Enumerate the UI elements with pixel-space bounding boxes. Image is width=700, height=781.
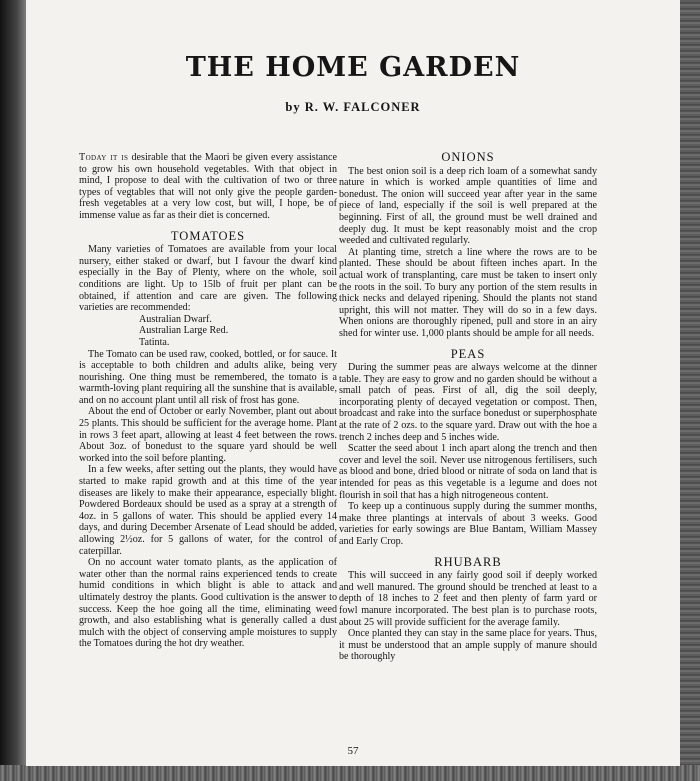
tomatoes-paragraph-4: In a few weeks, after setting out the plants, they would have started to make rapid growth and at this time of the year diseases are likely to make their appearance, especially blight. Powdered Bordeaux should be used as a spray at a strength of 4oz. in 5 gallons of water. This should be applied every 14 days, and during December Arsenate of Lead should be added, allowing 2½oz. for 5 gallons of water, for the control of caterpillar. (79, 464, 337, 557)
peas-paragraph-1: During the summer peas are always welcome at the dinner table. They are easy to grow and no garden should be without a small patch of peas. First of all, dig the soil deeply, incorporating plenty of decayed vegetation or compost. Then, broadcast and rake into the surface bonedust or superphosphate at the rate of 2 ozs. to the square yard. Draw out with the hoe a trench 2 inches deep and 5 inches wide. (339, 362, 597, 443)
tomatoes-paragraph-5: On no account water tomato plants, as the application of water other than the normal rains experienced tends to create humid conditions in which blight is able to attack and ultimately destroy the plants. Good cultivation is the answer to success. Keep the hoe going all the time, eliminating weed growth, and also establishing what is generally called a dust mulch with the object of conserving ample moistures to supply the Tomatoes during the hot dry weather. (79, 557, 337, 650)
tomato-varieties-list (79, 314, 337, 349)
section-heading-peas: PEAS (450, 346, 486, 361)
section-heading-onions: ONIONS (441, 150, 495, 164)
left-column (79, 152, 337, 650)
magazine-page (26, 0, 680, 766)
intro-paragraph (79, 152, 337, 222)
section-heading-tomatoes: TOMATOES (170, 228, 246, 243)
right-column (339, 152, 597, 663)
article-title: THE HOME GARDEN (185, 52, 521, 83)
tomatoes-paragraph-2: The Tomato can be used raw, cooked, bottled, or for sauce. It is acceptable to both children and adults alike, being very nourishing. One thing must be remembered, the tomato is a warmth-loving plant requiring all the sunshine that is available, and on no account plant until all risk of frost has gone. (79, 348, 337, 406)
scan-edge-right (678, 0, 700, 781)
onions-paragraph-2: At planting time, stretch a line where the rows are to be planted. These should be about fifteen inches apart. In the actual work of transplanting, care must be taken to insert only the roots in the soil. To bury any portion of the stem results in thick necks and delayed ripening. Should the plants not stand upright, this will not matter. They will do so in a few days. When onions are thoroughly ripened, pull and store in an airy shed for winter use. 1,000 plants should be ample for all needs. (339, 246, 597, 339)
variety-item: Australian Dwarf. (139, 313, 212, 325)
variety-item: Tatinta. (139, 336, 170, 348)
onions-paragraph-1: The best onion soil is a deep rich loam of a somewhat sandy nature in which is worked ample quantities of lime and bonedust. The onion will succeed year after year in the same piece of land, especially if the soil is well prepared at the beginning. First of all, the ground must be well drained and deeply dug. It must be kept reasonably moist and the crop weeded and cultivated regularly. (339, 165, 597, 247)
rhubarb-paragraph-1: This will succeed in any fairly good soil if deeply worked and well manured. The ground should be trenched at least to a depth of 18 inches to 2 feet and then plenty of farm yard or fowl manure incorporated. The best plan is to purchase roots, about 25 will provide sufficient for the average family. (339, 570, 597, 628)
rhubarb-paragraph-2: Once planted they can stay in the same place for years. Thus, it must be understood that an ample supply of manure should be thoroughly (339, 628, 597, 663)
scan-shadow-left (0, 0, 28, 781)
page-number: 57 (347, 745, 359, 757)
section-heading-rhubarb: RHUBARB (434, 554, 502, 569)
tomatoes-paragraph-1: Many varieties of Tomatoes are available from your local nursery, either staked or dwarf, but I favour the dwarf kind especially in the Bay of Plenty, where on the whole, soil conditions are light. Up to 15lb of fruit per plant can be obtained, if attention and care are given. The following varieties are recommended: (79, 244, 337, 314)
peas-paragraph-3: To keep up a continuous supply during the summer months, make three plantings at intervals of about 3 weeks. Good varieties for early sowings are Blue Bantam, William Massey and Early Crop. (339, 501, 597, 547)
intro-body: desirable that the Maori be given every assistance to grow his own household vegetables. With that object in mind, I propose to deal with the cultivation of two or three types of vegtables that will not only give the people garden-fresh vegetables at a very low cost, but will, I hope, be of immense value as far as their diet is concerned. (79, 152, 337, 221)
article-byline: by R. W. FALCONER (285, 100, 421, 114)
intro-lead: Today it is (79, 152, 129, 163)
tomatoes-paragraph-3: About the end of October or early November, plant out about 25 plants. This should be sufficient for the average home. Plant in rows 3 feet apart, allowing at least 4 feet between the rows. About 3oz. of bonedust to the square yard should be well worked into the soil before planting. (79, 406, 337, 464)
scan-edge-bottom (0, 765, 700, 781)
variety-item: Australian Large Red. (139, 325, 229, 337)
peas-paragraph-2: Scatter the seed about 1 inch apart along the trench and then cover and level the soil. Never use nitrogenous fertilisers, such as blood and bone, dried blood or nitrate of soda on land that is intended for peas as this vegetable is a legume and does not flourish in soil that has a high nitrogeneous content. (339, 443, 597, 501)
